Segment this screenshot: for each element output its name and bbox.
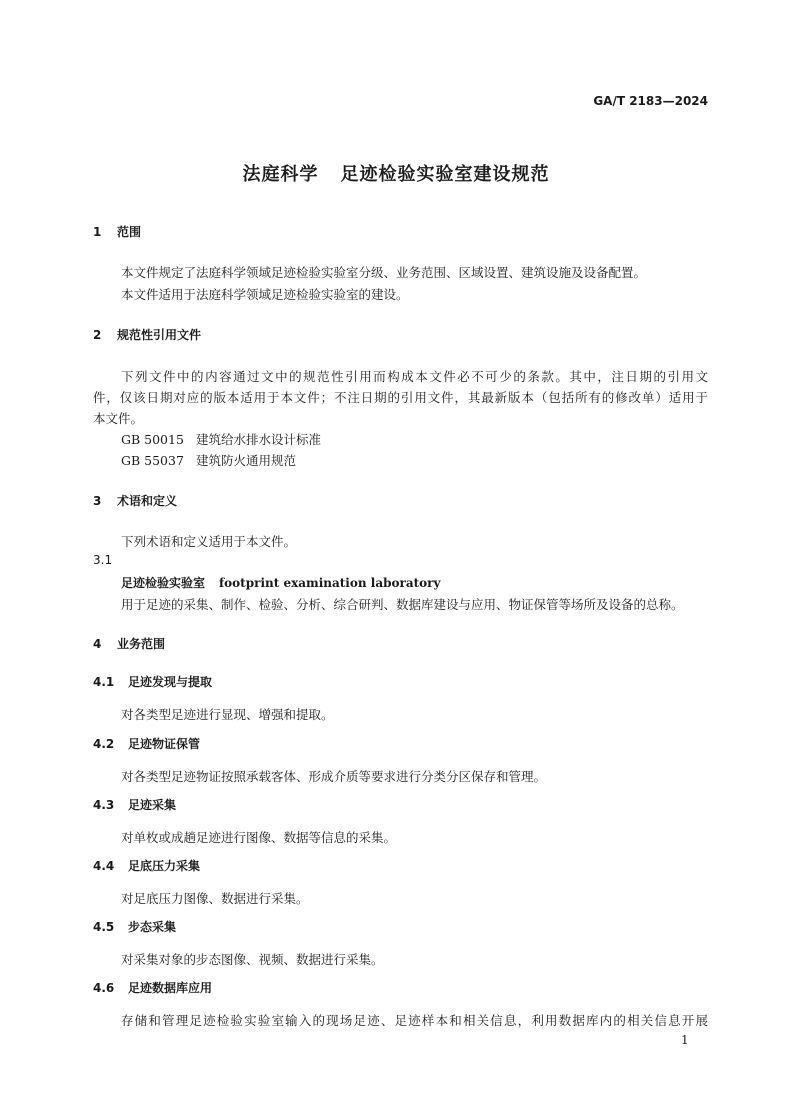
paragraph-line: 本文件。 — [93, 411, 144, 426]
subsection-title: 足迹物证保管 — [128, 737, 201, 751]
reference-code: GB 55037 — [121, 453, 184, 468]
document-title — [0, 160, 792, 186]
reference-item — [121, 451, 296, 469]
section-number: 2 — [93, 328, 102, 342]
subsection-number: 4.4 — [93, 859, 115, 873]
subsection-title: 足迹采集 — [128, 798, 177, 812]
subsection-heading — [93, 796, 176, 813]
section-number: 4 — [93, 637, 102, 651]
section-heading — [93, 326, 201, 343]
section-heading — [93, 635, 165, 652]
subsection-number: 4.3 — [93, 798, 115, 812]
paragraph: 本文件适用于法庭科学领域足迹检验实验室的建设。 — [121, 287, 409, 302]
term-english: footprint examination laboratory — [219, 576, 441, 590]
reference-code: GB 50015 — [121, 432, 184, 447]
paragraph: 对采集对象的步态图像、视频、数据进行采集。 — [121, 952, 384, 967]
section-title: 业务范围 — [117, 637, 166, 651]
term-chinese: 足迹检验实验室 — [121, 576, 206, 590]
subsection-title: 步态采集 — [128, 920, 177, 934]
section-heading — [93, 492, 177, 509]
paragraph: 对各类型足迹进行显现、增强和提取。 — [121, 707, 334, 722]
subsection-number: 4.5 — [93, 920, 115, 934]
subsection-number: 4.6 — [93, 981, 115, 995]
subsection-number: 4.2 — [93, 737, 115, 751]
subsection-heading — [93, 673, 212, 690]
title-part1: 法庭科学 — [242, 164, 319, 185]
section-title: 术语和定义 — [117, 494, 178, 508]
paragraph-line: 件，仅该日期对应的版本适用于本文件；不注日期的引用文件，其最新版本（包括所有的修改单）适用于 — [93, 390, 708, 405]
paragraph: 对足底压力图像、数据进行采集。 — [121, 891, 309, 906]
paragraph-line: 存储和管理足迹检验实验室输入的现场足迹、足迹样本和相关信息，利用数据库内的相关信息开展 — [121, 1013, 708, 1028]
term-number: 3.1 — [93, 553, 113, 567]
page-number: 1 — [681, 1033, 689, 1047]
reference-name: 建筑给水排水设计标准 — [196, 432, 322, 447]
section-number: 1 — [93, 225, 102, 239]
subsection-heading — [93, 857, 200, 874]
reference-item — [121, 430, 321, 448]
paragraph: 对各类型足迹物证按照承载客体、形成介质等要求进行分类分区保存和管理。 — [121, 769, 547, 784]
subsection-title: 足底压力采集 — [128, 859, 201, 873]
section-heading — [93, 223, 141, 240]
subsection-number: 4.1 — [93, 675, 115, 689]
paragraph: 下列术语和定义适用于本文件。 — [121, 534, 297, 549]
title-part2: 足迹检验实验室建设规范 — [340, 164, 550, 185]
standard-number: GA/T 2183—2024 — [593, 94, 708, 108]
subsection-title: 足迹发现与提取 — [128, 675, 213, 689]
section-number: 3 — [93, 494, 102, 508]
section-title: 范围 — [117, 225, 142, 239]
section-title: 规范性引用文件 — [117, 328, 202, 342]
term-definition: 用于足迹的采集、制作、检验、分析、综合研判、数据库建设与应用、物证保管等场所及设备的总称。 — [121, 597, 684, 612]
paragraph: 对单枚或成趟足迹进行图像、数据等信息的采集。 — [121, 830, 397, 845]
term-entry — [121, 574, 440, 591]
subsection-heading — [93, 918, 176, 935]
reference-name: 建筑防火通用规范 — [196, 453, 297, 468]
subsection-heading — [93, 735, 200, 752]
paragraph: 本文件规定了法庭科学领域足迹检验实验室分级、业务范围、区域设置、建筑设施及设备配置。 — [121, 265, 647, 280]
paragraph-line: 下列文件中的内容通过文中的规范性引用而构成本文件必不可少的条款。其中，注日期的引用文 — [121, 369, 708, 384]
subsection-heading — [93, 979, 212, 996]
subsection-title: 足迹数据库应用 — [128, 981, 213, 995]
